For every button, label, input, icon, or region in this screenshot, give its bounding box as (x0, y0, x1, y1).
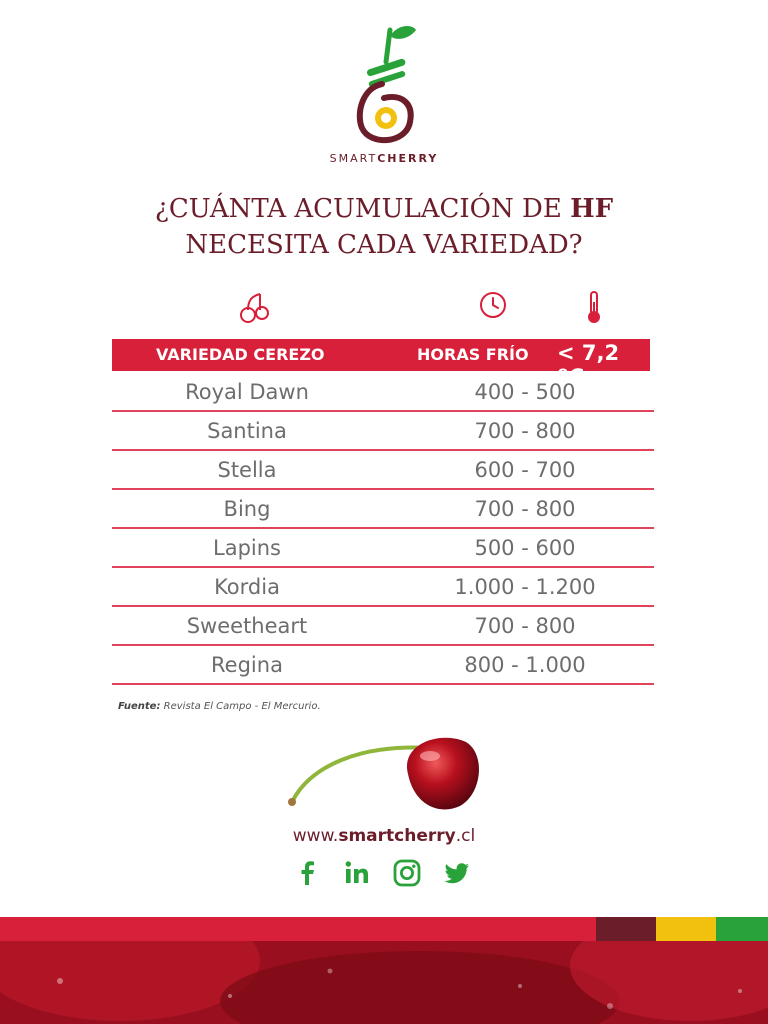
thermometer-icon (586, 290, 602, 324)
hours-cell: 500 - 600 (474, 536, 576, 560)
variety-cell: Sweetheart (186, 614, 308, 638)
table-row (112, 607, 654, 646)
smartcherry-logo (340, 22, 430, 152)
title-text: ¿CUÁNTA ACUMULACIÓN DE (154, 194, 571, 224)
variety-cell: Bing (223, 497, 271, 521)
website-link[interactable] (0, 826, 768, 846)
table-row (112, 451, 654, 490)
variety-cell: Kordia (214, 575, 280, 599)
cherry-icon (238, 290, 272, 324)
linkedin-icon[interactable] (342, 858, 372, 888)
table-row (112, 646, 654, 685)
title-highlight: HF (570, 194, 614, 224)
column-header-temperature: < 7,2 ºC (557, 341, 620, 389)
website-suffix: .cl (455, 826, 476, 846)
website-prefix: www. (292, 826, 339, 846)
facebook-icon[interactable] (292, 858, 322, 888)
hours-cell: 700 - 800 (474, 419, 576, 443)
table-row (112, 529, 654, 568)
brand-name (0, 152, 768, 165)
source-text: Revista El Campo - El Mercurio. (160, 701, 321, 712)
table-header (112, 339, 650, 389)
variety-cell: Santina (207, 419, 287, 443)
table-row (112, 490, 654, 529)
table-row (112, 568, 654, 607)
page-title-line-1 (0, 194, 768, 224)
hours-cell: 700 - 800 (474, 497, 576, 521)
page-title-line-2: NECESITA CADA VARIEDAD? (185, 230, 583, 260)
instagram-icon[interactable] (392, 858, 422, 888)
brand-name-bold: CHERRY (377, 152, 439, 165)
brand-name-light: SMART (329, 152, 378, 165)
variety-cell: Lapins (213, 536, 281, 560)
hours-cell: 800 - 1.000 (464, 653, 586, 677)
footer-wine-swatch (596, 917, 656, 941)
column-header-hours: HORAS FRÍO (417, 345, 529, 364)
twitter-icon[interactable] (442, 858, 472, 888)
table-row (112, 412, 654, 451)
hours-cell: 600 - 700 (474, 458, 576, 482)
variety-cell: Regina (211, 653, 283, 677)
footer-red-band (0, 917, 596, 941)
hours-cell: 400 - 500 (474, 380, 576, 404)
hours-cell: 700 - 800 (474, 614, 576, 638)
source-label: Fuente: (118, 701, 161, 712)
variety-cell: Stella (217, 458, 277, 482)
footer-green-swatch (716, 917, 768, 941)
cherry-illustration (280, 726, 490, 816)
website-domain: smartcherry (338, 826, 456, 846)
column-header-variety: VARIEDAD CEREZO (156, 345, 325, 364)
footer-yellow-swatch (656, 917, 716, 941)
table-body (112, 373, 654, 685)
variety-cell: Royal Dawn (185, 380, 309, 404)
cherries-background-photo (0, 941, 768, 1024)
table-row (112, 373, 654, 412)
clock-icon (478, 290, 508, 320)
hours-cell: 1.000 - 1.200 (454, 575, 596, 599)
source-note (118, 701, 321, 712)
